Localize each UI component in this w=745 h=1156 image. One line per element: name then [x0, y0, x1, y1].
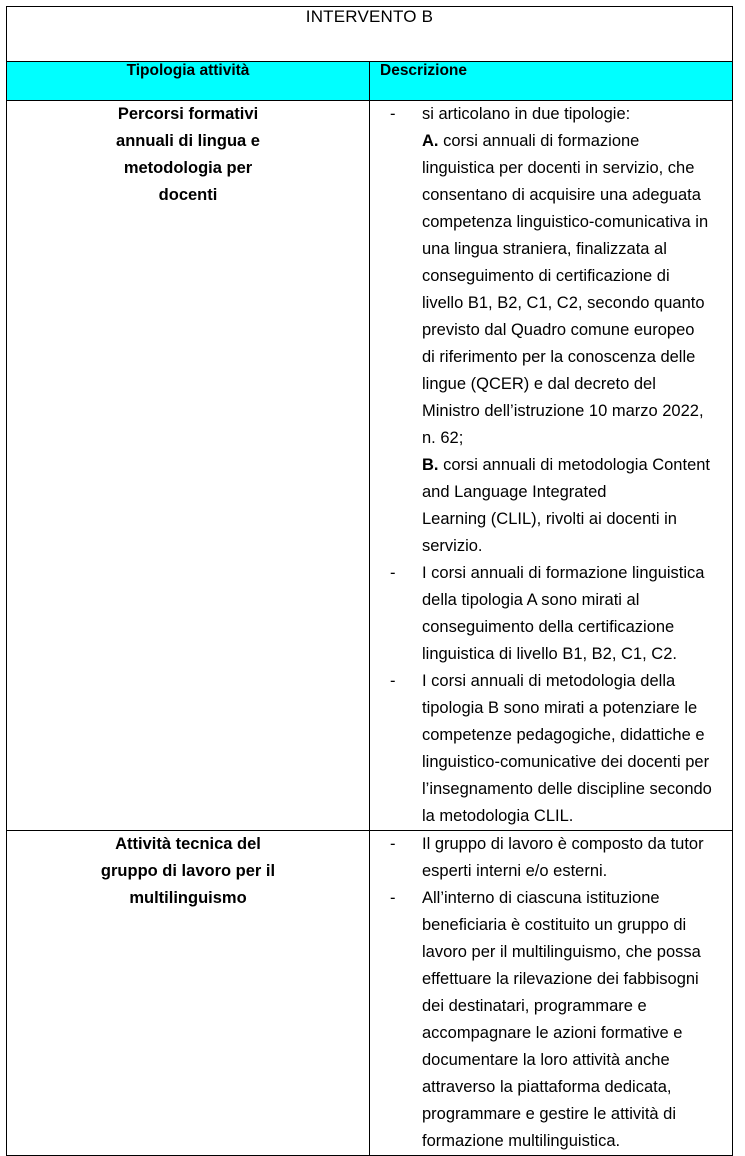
- list-item: [370, 560, 732, 668]
- text-line: consentano di acquisire una adeguata: [422, 186, 701, 204]
- text-line: I corsi annuali di metodologia della: [422, 672, 676, 690]
- bullet-dash-icon: -: [390, 889, 396, 907]
- type-line: docenti: [158, 186, 218, 204]
- list-item-text: [422, 560, 732, 668]
- activity-description-cell: [370, 101, 733, 831]
- text-line: competenze pedagogiche, didattiche e: [422, 726, 705, 744]
- text-line: dei destinatari, programmare e: [422, 997, 647, 1015]
- text-line: effettuare la rilevazione dei fabbisogni: [422, 970, 699, 988]
- text-line: Learning (CLIL), rivolti ai docenti in: [422, 510, 677, 528]
- type-line: multilinguismo: [129, 889, 247, 907]
- table-header-row: [7, 62, 733, 101]
- text-line: conseguimento di certificazione di: [422, 267, 670, 285]
- text-line: previsto dal Quadro comune europeo: [422, 321, 695, 339]
- text-line: tipologia B sono mirati a potenziare le: [422, 699, 698, 717]
- list-item-text: [422, 885, 732, 1155]
- bullet-dash-icon: -: [390, 105, 396, 123]
- table-title-row: [7, 7, 733, 62]
- text-line: una lingua straniera, finalizzata al: [422, 240, 667, 258]
- text-line: programmare e gestire le attività di: [422, 1105, 677, 1123]
- text-line: I corsi annuali di formazione linguistica: [422, 564, 705, 582]
- text-line: lavoro per il multilinguismo, che possa: [422, 943, 701, 961]
- list-item: [370, 831, 732, 885]
- list-item: [370, 101, 732, 560]
- list-item: [370, 885, 732, 1155]
- intervento-b-table: [6, 6, 733, 1156]
- text-line: attraverso la piattaforma dedicata,: [422, 1078, 672, 1096]
- activity-description-cell: [370, 831, 733, 1156]
- text-line: lingue (QCER) e dal decreto del: [422, 375, 656, 393]
- type-line: Percorsi formativi: [117, 105, 259, 123]
- text-line: si articolano in due tipologie:: [422, 105, 631, 123]
- text-line: competenza linguistico-comunicativa in: [422, 213, 709, 231]
- text-line: A. corsi annuali di formazione: [422, 132, 640, 150]
- bullet-dash-icon: -: [390, 564, 396, 582]
- text-line: della tipologia A sono mirati al: [422, 591, 640, 609]
- description-list: [370, 101, 732, 830]
- list-item-text: [422, 831, 732, 885]
- text-line: linguistico-comunicative dei docenti per: [422, 753, 710, 771]
- type-line: metodologia per: [123, 159, 253, 177]
- sublist-label: B.: [422, 456, 439, 474]
- sublist-label: A.: [422, 132, 439, 150]
- text-line: linguistica per docenti in servizio, che: [422, 159, 695, 177]
- text-line: livello B1, B2, C1, C2, secondo quanto: [422, 294, 705, 312]
- text-line: di riferimento per la conoscenza delle: [422, 348, 696, 366]
- type-line: Attività tecnica del: [115, 835, 261, 853]
- text-line: conseguimento della certificazione: [422, 618, 675, 636]
- text-line: and Language Integrated: [422, 483, 607, 501]
- list-item: [370, 668, 732, 830]
- text-line: n. 62;: [422, 429, 464, 447]
- table-row: [7, 831, 733, 1156]
- text-line: documentare la loro attività anche: [422, 1051, 670, 1069]
- text-line: beneficiaria è costituito un gruppo di: [422, 916, 687, 934]
- text-line: Ministro dell’istruzione 10 marzo 2022,: [422, 402, 704, 420]
- list-item-text: [422, 668, 732, 830]
- document-title: INTERVENTO B: [7, 7, 733, 62]
- bullet-dash-icon: -: [390, 672, 396, 690]
- type-line: annuali di lingua e: [116, 132, 260, 150]
- type-line: gruppo di lavoro per il: [100, 862, 276, 880]
- text-line: la metodologia CLIL.: [422, 807, 574, 825]
- text-line: linguistica di livello B1, B2, C1, C2.: [422, 645, 677, 663]
- text-line: formazione multilinguistica.: [422, 1132, 621, 1150]
- text-line: B. corsi annuali di metodologia Content: [422, 456, 711, 474]
- description-list: [370, 831, 732, 1155]
- text-line: accompagnare le azioni formative e: [422, 1024, 683, 1042]
- text-line: All’interno di ciascuna istituzione: [422, 889, 660, 907]
- column-header-tipologia: Tipologia attività: [7, 62, 370, 101]
- table-row: [7, 101, 733, 831]
- column-header-descrizione: Descrizione: [370, 62, 733, 101]
- text-line: esperti interni e/o esterni.: [422, 862, 608, 880]
- text-line: l’insegnamento delle discipline secondo: [422, 780, 712, 798]
- text-line: servizio.: [422, 537, 483, 555]
- bullet-dash-icon: -: [390, 835, 396, 853]
- activity-type-cell: [7, 101, 370, 831]
- activity-type-cell: [7, 831, 370, 1156]
- list-item-text: [422, 101, 732, 560]
- text-line: Il gruppo di lavoro è composto da tutor: [422, 835, 704, 853]
